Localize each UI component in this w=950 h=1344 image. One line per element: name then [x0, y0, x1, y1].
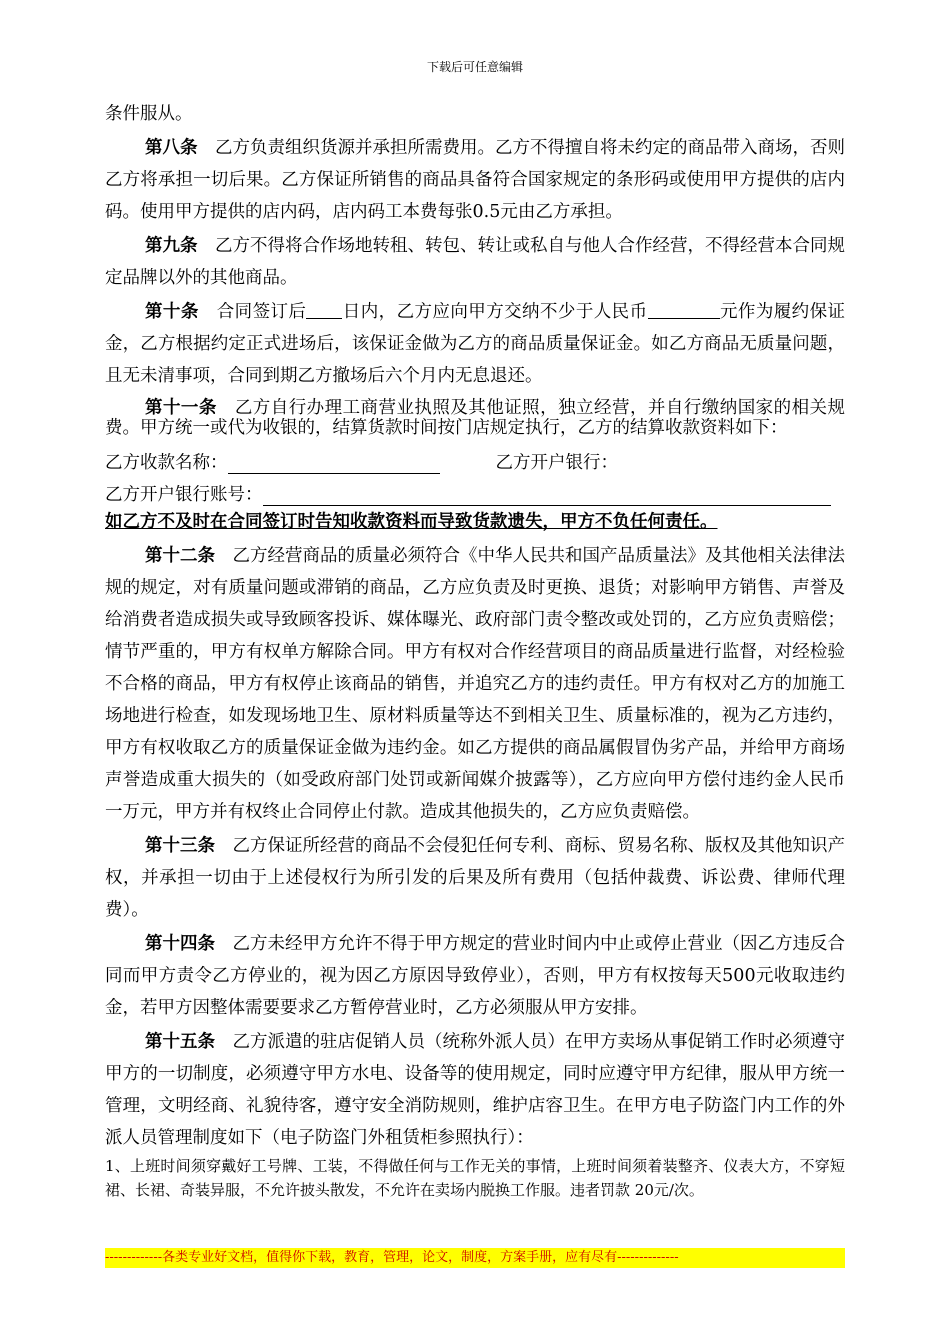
article-14-title: 第十四条: [145, 934, 215, 954]
account-row: [105, 474, 845, 506]
footer-banner: -------------各类专业好文档，值得你下载，教育，管理，论文，制度，方案手册，应有尽有--------------: [105, 1248, 845, 1268]
article-15-title: 第十五条: [145, 1032, 215, 1052]
article-12-title: 第十二条: [145, 546, 215, 566]
deposit-amount-blank[interactable]: [648, 300, 720, 319]
article-9-body: 乙方不得将合作场地转租、转包、转让或私自与他人合作经营，不得经营本合同规定品牌以外的其他商品。: [105, 236, 845, 288]
article-13: [105, 830, 845, 926]
article-12-body: 乙方经营商品的质量必须符合《中华人民共和国产品质量法》及其他相关法律法规的规定，对有质量问题或滞销的商品，乙方应负责及时更换、退货；对影响甲方销售、声誉及给消费者造成损失或导致顾客投诉、媒体曝光、政府部门责令整改或处罚的，乙方应负责赔偿；情节严重的，甲方有权单方解除合同。甲方有权对合作经营项目的商品质量进行监督，对经检验不合格的商品，甲方有权停止该商品的销售，并追究乙方的违约责任。甲方有权对乙方的加施工场地进行检查，如发现场地卫生、原材料质量等达不到相关卫生、质量标准的，视为乙方违约，甲方有权收取乙方的质量保证金做为违约金。如乙方提供的商品属假冒伪劣产品，并给甲方商场声誉造成重大损失的（如受政府部门处罚或新闻媒介披露等），乙方应向甲方偿付违约金人民币一万元，甲方并有权终止合同停止付款。造成其他损失的，乙方应负责赔偿。: [105, 546, 845, 822]
article-9: [105, 230, 845, 294]
page-header: 下载后可任意编辑: [426, 60, 523, 74]
account-label: 乙方开户银行账号：: [105, 485, 263, 505]
article-14: [105, 928, 845, 1024]
article-8-body: 乙方负责组织货源并承担所需费用。乙方不得擅自将未约定的商品带入商场，否则乙方将承担一切后果。乙方保证所销售的商品具备符合国家规定的条形码或使用甲方提供的店内码。使用甲方提供的店内码，店内码工本费每张0.5元由乙方承担。: [105, 138, 845, 222]
article-15: [105, 1026, 845, 1154]
article-15-body: 乙方派遣的驻店促销人员（统称外派人员）在甲方卖场从事促销工作时必须遵守甲方的一切制度，必须遵守甲方水电、设备等的使用规定，同时应遵守甲方纪律，服从甲方统一管理，文明经商、礼貌待客，遵守安全消防规则，维护店容卫生。在甲方电子防盗门内工作的外派人员管理制度如下（电子防盗门外租赁柜参照执行）：: [105, 1032, 845, 1148]
article-10-post: 元作为履约保证金，乙方根据约定正式进场后，该保证金做为乙方的商品质量保证金。如乙方商品无质量问题，且无未清事项，合同到期乙方撤场后六个月内无息退还。: [105, 302, 846, 386]
article-13-title: 第十三条: [145, 836, 215, 856]
article-9-title: 第九条: [145, 236, 198, 256]
article-13-body: 乙方保证所经营的商品不会侵犯任何专利、商标、贸易名称、版权及其他知识产权，并承担一切由于上述侵权行为所引发的后果及所有费用（包括仲裁费、诉讼费、律师代理费）。: [105, 836, 845, 920]
document-body: [105, 98, 845, 1202]
paragraph-continuation: 条件服从。: [105, 104, 193, 124]
article-11: [105, 398, 845, 438]
article-8: [105, 132, 845, 228]
article-10: [105, 296, 845, 392]
article-14-body: 乙方未经甲方允许不得于甲方规定的营业时间内中止或停止营业（因乙方违反合同而甲方责令乙方停业的，视为因乙方原因导致停业），否则，甲方有权按每天500元收取违约金，若甲方因整体需要要求乙方暂停营业时，乙方必须服从甲方安排。: [105, 934, 845, 1018]
article-12: [105, 540, 845, 828]
article-10-pre: 合同签订后: [216, 302, 307, 322]
payee-name-field[interactable]: [228, 451, 440, 474]
days-blank[interactable]: [306, 300, 342, 319]
bank-label: 乙方开户银行：: [495, 453, 618, 473]
payment-notice: 如乙方不及时在合同签订时告知收款资料而导致货款遗失，甲方不负任何责任。: [105, 512, 718, 532]
article-10-title: 第十条: [145, 302, 199, 322]
article-8-title: 第八条: [145, 138, 198, 158]
article-10-mid: 日内，乙方应向甲方交纳不少于人民币: [342, 302, 648, 322]
article-11-body: 乙方自行办理工商营业执照及其他证照，独立经营，并自行缴纳国家的相关规费。甲方统一或代为收银的，结算货款时间按门店规定执行，乙方的结算收款资料如下：: [105, 398, 846, 438]
payee-row: [105, 442, 845, 474]
article-11-title: 第十一条: [145, 398, 217, 418]
rule-1: 1、上班时间须穿戴好工号牌、工装，不得做任何与工作无关的事情，上班时间须着装整齐、仪表大方，不穿短裙、长裙、奇装异服，不允许披头散发，不允许在卖场内脱换工作服。违者罚款 20元/次。: [105, 1157, 845, 1199]
payee-label: 乙方收款名称：: [105, 453, 228, 473]
bank-account-field[interactable]: [263, 483, 831, 506]
